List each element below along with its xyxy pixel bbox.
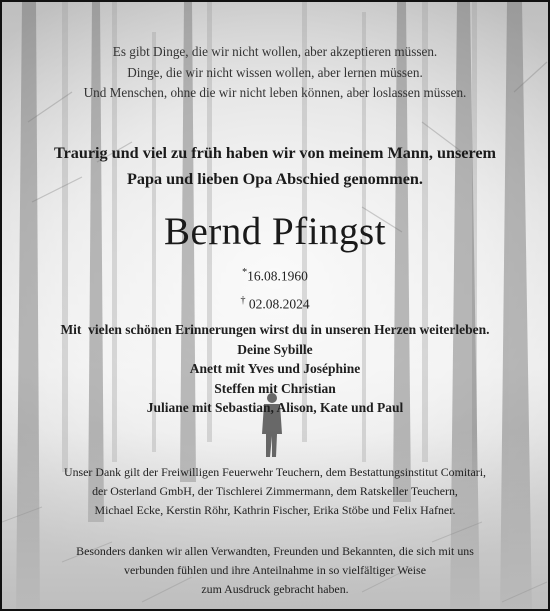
family-signatures	[2, 320, 548, 418]
family-line: Steffen mit Christian	[214, 380, 336, 396]
announcement-line: Papa und lieben Opa Abschied genommen.	[127, 170, 423, 188]
death-date-line	[2, 289, 548, 317]
quote-line: Es gibt Dinge, die wir nicht wollen, aber akzeptieren müssen.	[112, 44, 438, 59]
special-thanks-line: verbunden fühlen und ihre Anteilnahme in so vielfältiger Weise	[124, 563, 426, 577]
quote-line: Und Menschen, ohne die wir nicht leben können, aber loslassen müssen.	[83, 85, 467, 100]
life-dates	[2, 261, 548, 316]
birth-date-line	[2, 261, 548, 289]
special-thanks-paragraph	[2, 542, 548, 599]
death-date: 02.08.2024	[248, 296, 310, 311]
deceased-name: Bernd Pfingst	[163, 210, 387, 253]
quote-line: Dinge, die wir nicht wissen wollen, aber lernen müssen.	[127, 64, 423, 80]
thanks-paragraph	[2, 463, 548, 520]
birth-date: 16.08.1960	[247, 268, 308, 284]
family-line: Mit vielen schönen Erinnerungen wirst du in unseren Herzen weiterleben.	[60, 322, 490, 337]
announcement-line: Traurig und viel zu früh haben wir von meinem Mann, unserem	[53, 144, 497, 162]
special-thanks-line: Besonders danken wir allen Verwandten, Freunden und Bekannten, die sich mit uns	[76, 544, 474, 558]
thanks-line: Michael Ecke, Kerstin Röhr, Kathrin Fischer, Erika Stöbe und Felix Hafner.	[94, 503, 456, 517]
family-line: Deine Sybille	[237, 341, 313, 357]
thanks-line: Unser Dank gilt der Freiwilligen Feuerwehr Teuchern, dem Bestattungsinstitut Comitari,	[64, 465, 486, 479]
thanks-line: der Osterland GmbH, der Tischlerei Zimmermann, dem Ratskeller Teuchern,	[92, 484, 458, 498]
family-line: Anett mit Yves und Joséphine	[189, 361, 361, 376]
family-line: Juliane mit Sebastian, Alison, Kate und Paul	[146, 400, 404, 415]
death-symbol: †	[240, 294, 246, 306]
special-thanks-line: zum Ausdruck gebracht haben.	[201, 582, 349, 596]
quote-block	[2, 42, 548, 104]
birth-symbol: *	[242, 267, 248, 278]
announcement-text	[2, 140, 548, 192]
